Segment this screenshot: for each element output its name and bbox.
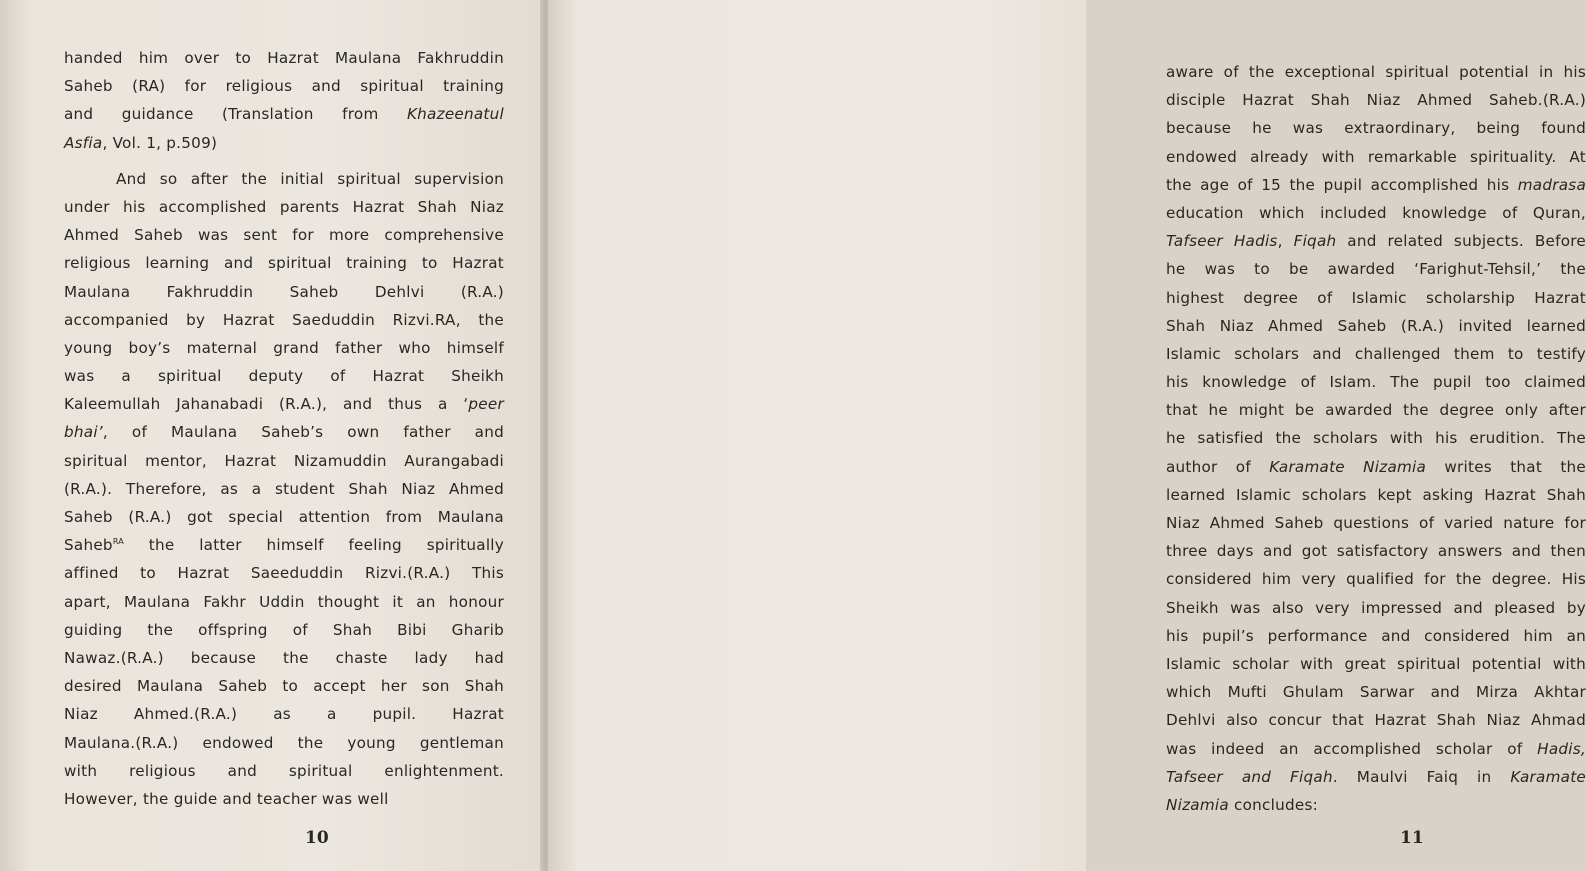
left-text-line: Saheb$^{RA}$ the latter himself feeling spiritually	[64, 536, 504, 555]
left-text-line: was a spiritual deputy of Hazrat Sheikh	[64, 367, 504, 386]
left-text-line: spiritual mentor, Hazrat Nizamuddin Aurangabadi	[64, 451, 504, 470]
left-text-line: Maulana.(R.A.) endowed the young gentleman	[64, 733, 504, 752]
right-text-line: Islamic scholar with great spiritual potential with	[1166, 654, 1586, 673]
right-text-line: three days and got satisfactory answers and then	[1166, 542, 1586, 561]
right-text-line: because he was extraordinary, being found	[1166, 119, 1586, 138]
left-text-line: religious learning and spiritual training to Hazrat	[64, 254, 504, 273]
left-text-line: affined to Hazrat Saeeduddin Rizvi.(R.A.) This	[64, 564, 504, 583]
right-text-line: learned Islamic scholars kept asking Hazrat Shah	[1166, 485, 1586, 504]
left-text-line: Asfia, Vol. 1, p.509)	[64, 133, 218, 152]
left-text-line: guiding the offspring of Shah Bibi Gharib	[64, 620, 504, 639]
left-text-line: under his accomplished parents Hazrat Shah Niaz	[64, 197, 504, 216]
right-text-line: endowed already with remarkable spirituality. At	[1166, 147, 1586, 166]
right-text-line: education which included knowledge of Quran,	[1166, 203, 1586, 222]
left-text-line: apart, Maulana Fakhr Uddin thought it an honour	[64, 592, 504, 611]
right-text-line: the age of 15 the pupil accomplished his madrasa	[1166, 175, 1586, 194]
right-text-line: disciple Hazrat Shah Niaz Ahmed Saheb.(R.A.)	[1166, 91, 1586, 110]
right-text-line: was indeed an accomplished scholar of Hadis,	[1166, 739, 1586, 758]
right-text-line: his knowledge of Islam. The pupil too claimed	[1166, 373, 1586, 392]
right-text-line: highest degree of Islamic scholarship Hazrat	[1166, 288, 1586, 307]
right-text-line: that he might be awarded the degree only after	[1166, 401, 1586, 420]
right-text-line: Shah Niaz Ahmed Saheb (R.A.) invited learned	[1166, 316, 1586, 335]
right-text-line: his pupil’s performance and considered him an	[1166, 626, 1586, 645]
right-text-line: author of Karamate Nizamia writes that the	[1166, 457, 1586, 476]
left-text-line: Saheb (R.A.) got special attention from Maulana	[64, 508, 504, 526]
left-text-line: handed him over to Hazrat Maulana Fakhruddin	[64, 49, 504, 67]
right-text-line: Tafseer and Fiqah. Maulvi Faiq in Karamate	[1166, 767, 1586, 786]
left-text-line: (R.A.). Therefore, as a student Shah Niaz Ahmed	[64, 479, 504, 498]
right-text-line: aware of the exceptional spiritual potential in his	[1166, 63, 1586, 81]
left-text-line: Ahmed Saheb was sent for more comprehensive	[64, 226, 504, 245]
right-text-line: which Mufti Ghulam Sarwar and Mirza Akhtar	[1166, 683, 1586, 702]
left-text-line: accompanied by Hazrat Saeduddin Rizvi.RA, the	[64, 310, 504, 329]
page-number-left: 10	[305, 828, 329, 848]
right-page	[548, 0, 1586, 871]
left-text-line: with religious and spiritual enlightenment.	[64, 761, 504, 780]
left-text-line: desired Maulana Saheb to accept her son Shah	[64, 677, 504, 696]
left-page-text	[64, 44, 504, 813]
left-text-line: Kaleemullah Jahanabadi (R.A.), and thus a ‘peer	[64, 395, 504, 414]
left-text-line: Niaz Ahmed.(R.A.) as a pupil. Hazrat	[64, 705, 504, 724]
right-text-line: Niaz Ahmed Saheb questions of varied nature for	[1166, 514, 1586, 532]
page-number-right: 11	[1400, 828, 1424, 848]
right-text-line: Sheikh was also very impressed and pleased by	[1166, 598, 1586, 617]
right-text-line: he was to be awarded ‘Farighut-Tehsil,’ the	[1166, 260, 1586, 279]
left-text-line: young boy’s maternal grand father who himself	[64, 338, 504, 357]
left-page	[0, 0, 545, 871]
right-text-line: Tafseer Hadis, Fiqah and related subjects. Before	[1166, 232, 1586, 251]
left-text-line: And so after the initial spiritual supervision	[116, 169, 504, 188]
right-text-line: Nizamia concludes:	[1166, 795, 1318, 814]
left-text-line: Maulana Fakhruddin Saheb Dehlvi (R.A.)	[64, 282, 504, 301]
left-text-line: and guidance (Translation from Khazeenatul	[64, 105, 504, 124]
right-text-line: he satisfied the scholars with his erudition. The	[1166, 429, 1586, 448]
right-text-line: Islamic scholars and challenged them to testify	[1166, 344, 1586, 363]
right-text-line: considered him very qualified for the degree. His	[1166, 570, 1586, 589]
right-text-line: Dehlvi also concur that Hazrat Shah Niaz Ahmad	[1166, 711, 1586, 730]
left-text-line: Saheb (RA) for religious and spiritual training	[64, 77, 504, 96]
left-text-line: However, the guide and teacher was well	[64, 789, 389, 808]
right-page-text	[1166, 58, 1586, 819]
left-text-line: bhai’, of Maulana Saheb’s own father and	[64, 423, 504, 442]
left-text-line: Nawaz.(R.A.) because the chaste lady had	[64, 648, 504, 667]
